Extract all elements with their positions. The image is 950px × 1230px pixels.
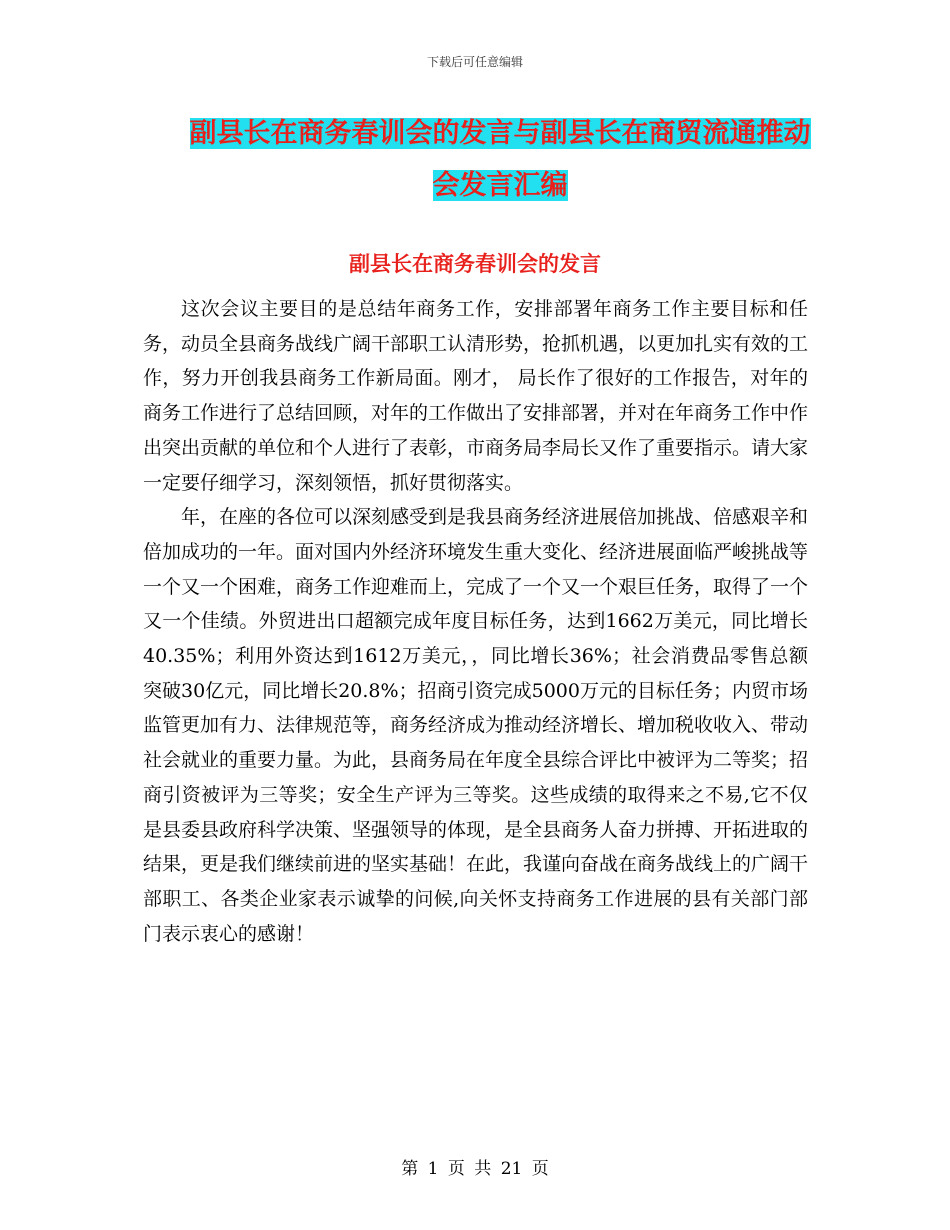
document-title-line-1: 副县长在商务春训会的发言与副县长在商贸流通推动 [189,118,811,149]
paragraph-1: 这次会议主要目的是总结年商务工作，安排部署年商务工作主要目标和任务，动员全县商务战线广阔干部职工认清形势，抢抓机遇，以更加扎实有效的工作，努力开创我县商务工作新局面。刚才， 局长作了很好的工作报告，对年的商务工作进行了总结回顾，对年的工作做出了安排部署，并对在年商务工作中作出突出贡献的单位和个人进行了表彰，市商务局李局长又作了重要指示。请大家一定要仔细学习，深刻领悟，抓好贯彻落实。 [143,298,809,494]
section-title: 副县长在商务春训会的发言 [349,251,601,276]
document-body [143,292,808,951]
page-number-footer: 第 1 页 共 21 页 [401,1159,549,1179]
document-title [180,108,820,212]
document-title-line-2: 会发言汇编 [432,170,568,201]
paragraph-2: 年，在座的各位可以深刻感受到是我县商务经济进展倍加挑战、倍感艰辛和倍加成功的一年。面对国内外经济环境发生重大变化、经济进展面临严峻挑战等一个又一个困难，商务工作迎难而上，完成了一个又一个艰巨任务，取得了一个又一个佳绩。外贸进出口超额完成年度目标任务，达到1662万美元，同比增长40.35%；利用外资达到1612万美元，，同比增长36%；社会消费品零售总额突破30亿元，同比增长20.8%；招商引资完成5000万元的目标任务；内贸市场监管更加有力、法律规范等，商务经济成为推动经济增长、增加税收收入、带动社会就业的重要力量。为此，县商务局在年度全县综合评比中被评为二等奖；招商引资被评为三等奖；安全生产评为三等奖。这些成绩的取得来之不易,它不仅是县委县政府科学决策、坚强领导的体现，是全县商务人奋力拼搏、开拓进取的结果，更是我们继续前进的坚实基础！在此，我谨向奋战在商务战线上的广阔干部职工、各类企业家表示诚挚的问候,向关怀支持商务工作进展的县有关部门部门表示衷心的感谢！ [143,506,809,945]
page-header-note: 下载后可任意编辑 [426,55,523,69]
